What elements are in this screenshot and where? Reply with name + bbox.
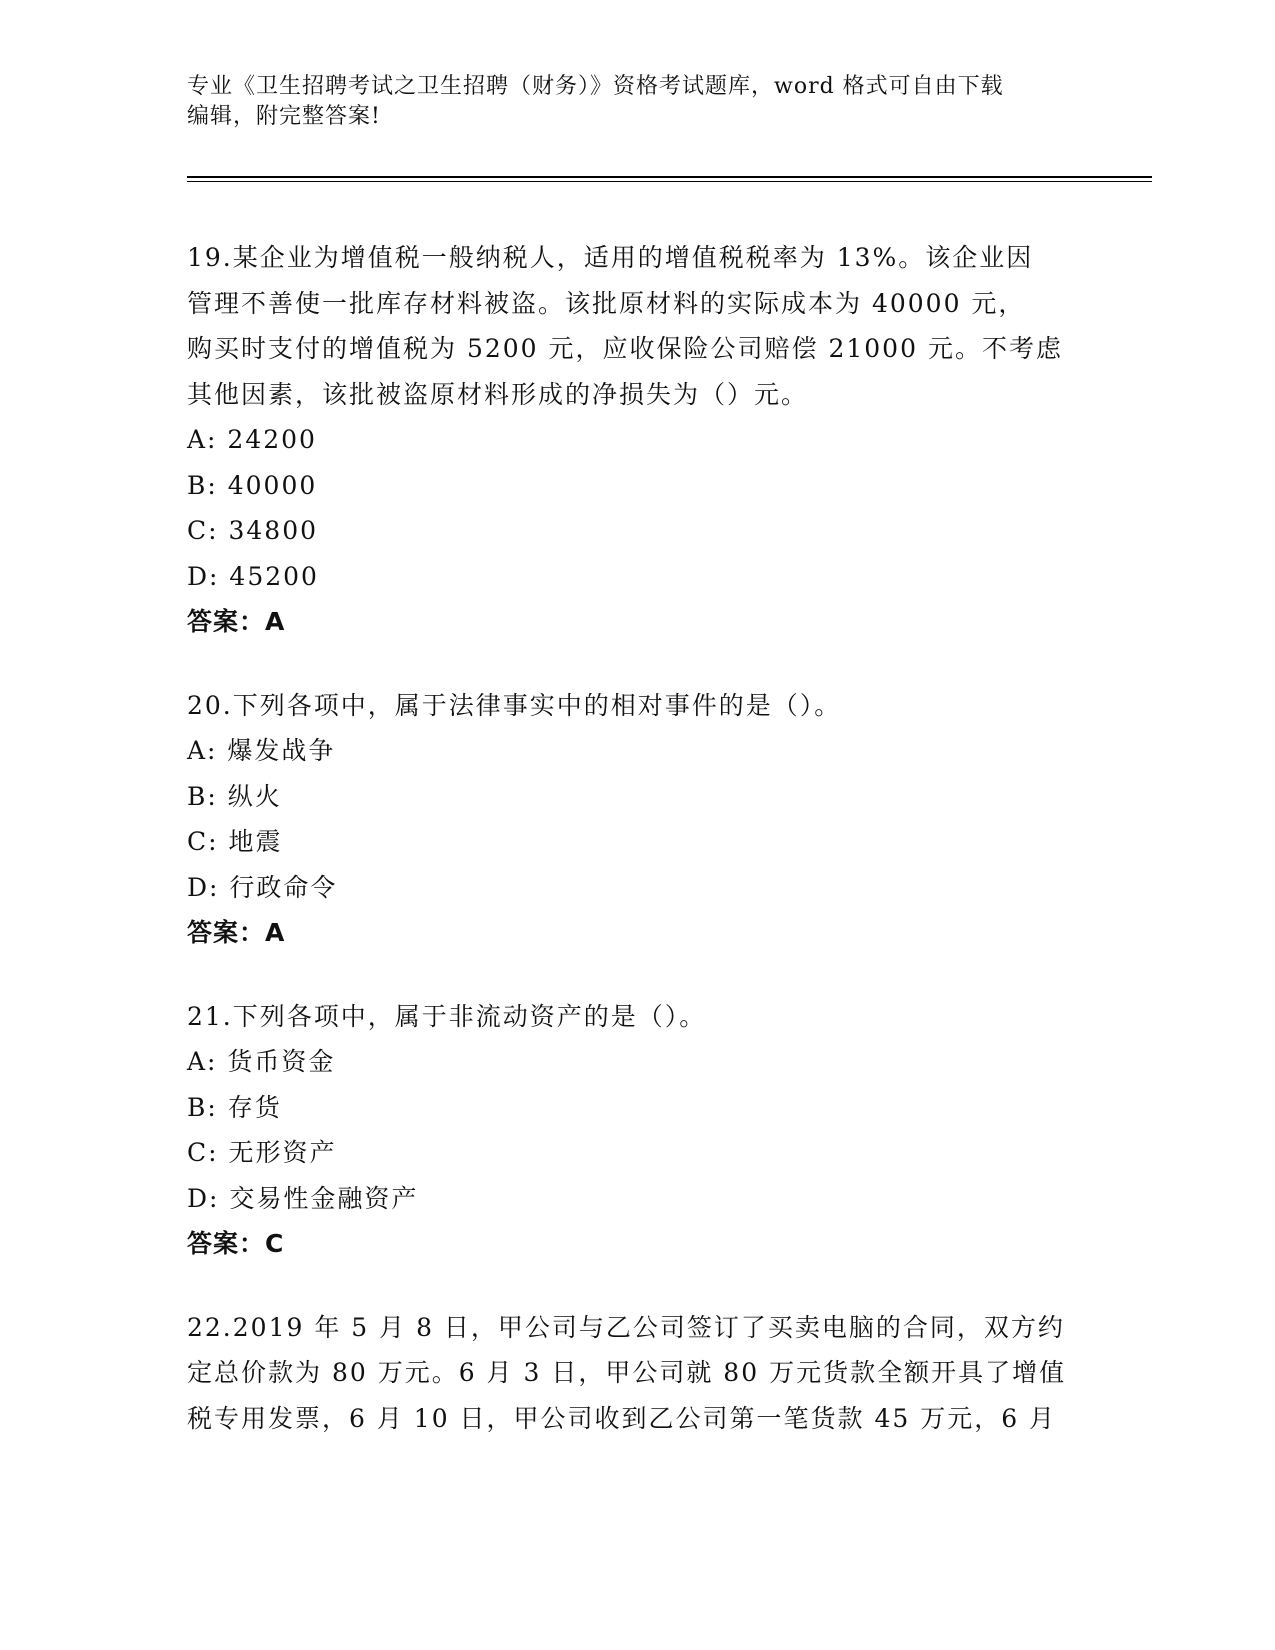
- question-stem-line: 其他因素，该批被盗原材料形成的净损失为（）元。: [187, 379, 809, 409]
- question-stem-line: 税专用发票，6 月 10 日，甲公司收到乙公司第一笔货款 45 万元，6 月: [187, 1403, 1057, 1433]
- question-stem-line: 22.2019 年 5 月 8 日，甲公司与乙公司签订了买卖电脑的合同，双方约: [187, 1312, 1065, 1342]
- option-a: A: 爆发战争: [187, 736, 336, 765]
- question-stem-line: 购买时支付的增值税为 5200 元，应收保险公司赔偿 21000 元。不考虑: [187, 334, 1063, 363]
- question-stem-line: 管理不善使一批库存材料被盗。该批原材料的实际成本为 40000 元，: [187, 288, 1026, 318]
- document-header: [187, 72, 1087, 132]
- question-stem-line: 定总价款为 80 万元。6 月 3 日，甲公司就 80 万元货款全额开具了增值: [187, 1358, 1067, 1387]
- question-stem-line: 19.某企业为增值税一般纳税人，适用的增值税税率为 13%。该企业因: [187, 243, 1034, 272]
- option-c: C: 地震: [187, 827, 283, 856]
- header-line-1: 专业《卫生招聘考试之卫生招聘（财务）》资格考试题库，word 格式可自由下载: [187, 74, 1004, 99]
- option-b: B: 纵火: [187, 781, 282, 811]
- option-b: B: 40000: [187, 470, 318, 500]
- option-b: B: 存货: [187, 1092, 282, 1122]
- option-d: D: 交易性金融资产: [187, 1183, 419, 1213]
- question-21: [187, 994, 1087, 1267]
- answer-label: 答案：C: [187, 1229, 285, 1258]
- question-20: [187, 683, 1087, 956]
- option-a: A: 货币资金: [187, 1047, 336, 1076]
- option-d: D: 45200: [187, 561, 319, 591]
- question-stem-line: 20.下列各项中，属于法律事实中的相对事件的是（）。: [187, 690, 842, 720]
- header-line-2: 编辑，附完整答案!: [187, 104, 381, 129]
- header-divider-thick: [187, 176, 1152, 178]
- option-a: A: 24200: [187, 425, 317, 454]
- question-19: [187, 235, 1087, 645]
- header-divider-thin: [187, 181, 1152, 182]
- question-stem-line: 21.下列各项中，属于非流动资产的是（）。: [187, 1001, 707, 1031]
- option-c: C: 34800: [187, 516, 319, 545]
- option-c: C: 无形资产: [187, 1138, 337, 1167]
- option-d: D: 行政命令: [187, 872, 338, 902]
- answer-label: 答案：A: [187, 607, 286, 636]
- question-22: [187, 1305, 1087, 1442]
- question-list: [187, 235, 1087, 1479]
- answer-label: 答案：A: [187, 918, 286, 947]
